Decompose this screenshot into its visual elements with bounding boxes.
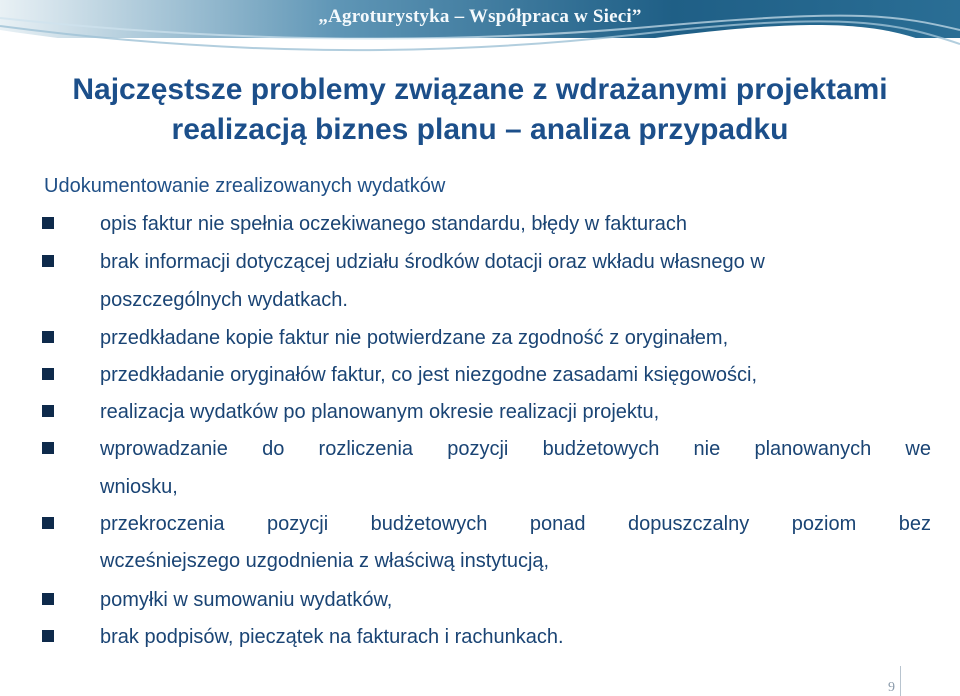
header-banner <box>0 0 960 70</box>
square-bullet-icon <box>42 217 54 229</box>
square-bullet-icon <box>42 593 54 605</box>
list-item-text: realizacja wydatków po planowanym okresie realizacji projektu, <box>100 401 660 423</box>
list-item-text: opis faktur nie spełnia oczekiwanego standardu, błędy w fakturach <box>100 213 688 235</box>
section-subheading: Udokumentowanie zrealizowanych wydatków <box>44 175 446 197</box>
list-item-text: brak podpisów, pieczątek na fakturach i rachunkach. <box>100 626 564 648</box>
list-item-text: pomyłki w sumowaniu wydatków, <box>100 589 393 611</box>
list-item-text: przekroczenia pozycji budżetowych ponad dopuszczalny poziom bez <box>100 513 931 535</box>
list-item-text: brak informacji dotyczącej udziału środków dotacji oraz wkładu własnego w <box>100 251 765 273</box>
slide-title-line-1: Najczęstsze problemy związane z wdrażanymi projektami <box>72 73 888 106</box>
square-bullet-icon <box>42 331 54 343</box>
list-item-text-continued: poszczególnych wydatkach. <box>100 289 348 311</box>
square-bullet-icon <box>42 405 54 417</box>
slide-title <box>0 70 960 150</box>
list-item-text-continued: wniosku, <box>100 476 178 498</box>
page-number: 9 <box>888 680 895 695</box>
square-bullet-icon <box>42 517 54 529</box>
square-bullet-icon <box>42 630 54 642</box>
square-bullet-icon <box>42 255 54 267</box>
header-title: „Agroturystyka – Współpraca w Sieci” <box>318 6 642 27</box>
list-item-text: wprowadzanie do rozliczenia pozycji budżetowych nie planowanych we <box>100 438 931 460</box>
square-bullet-icon <box>42 442 54 454</box>
list-item-text: przedkładane kopie faktur nie potwierdzane za zgodność z oryginałem, <box>100 327 729 349</box>
footer-divider <box>900 666 901 696</box>
square-bullet-icon <box>42 368 54 380</box>
slide-title-line-2: realizacją biznes planu – analiza przypadku <box>171 113 789 146</box>
list-item-text: przedkładanie oryginałów faktur, co jest niezgodne zasadami księgowości, <box>100 364 758 386</box>
list-item-text-continued: wcześniejszego uzgodnienia z właściwą instytucją, <box>100 550 550 572</box>
